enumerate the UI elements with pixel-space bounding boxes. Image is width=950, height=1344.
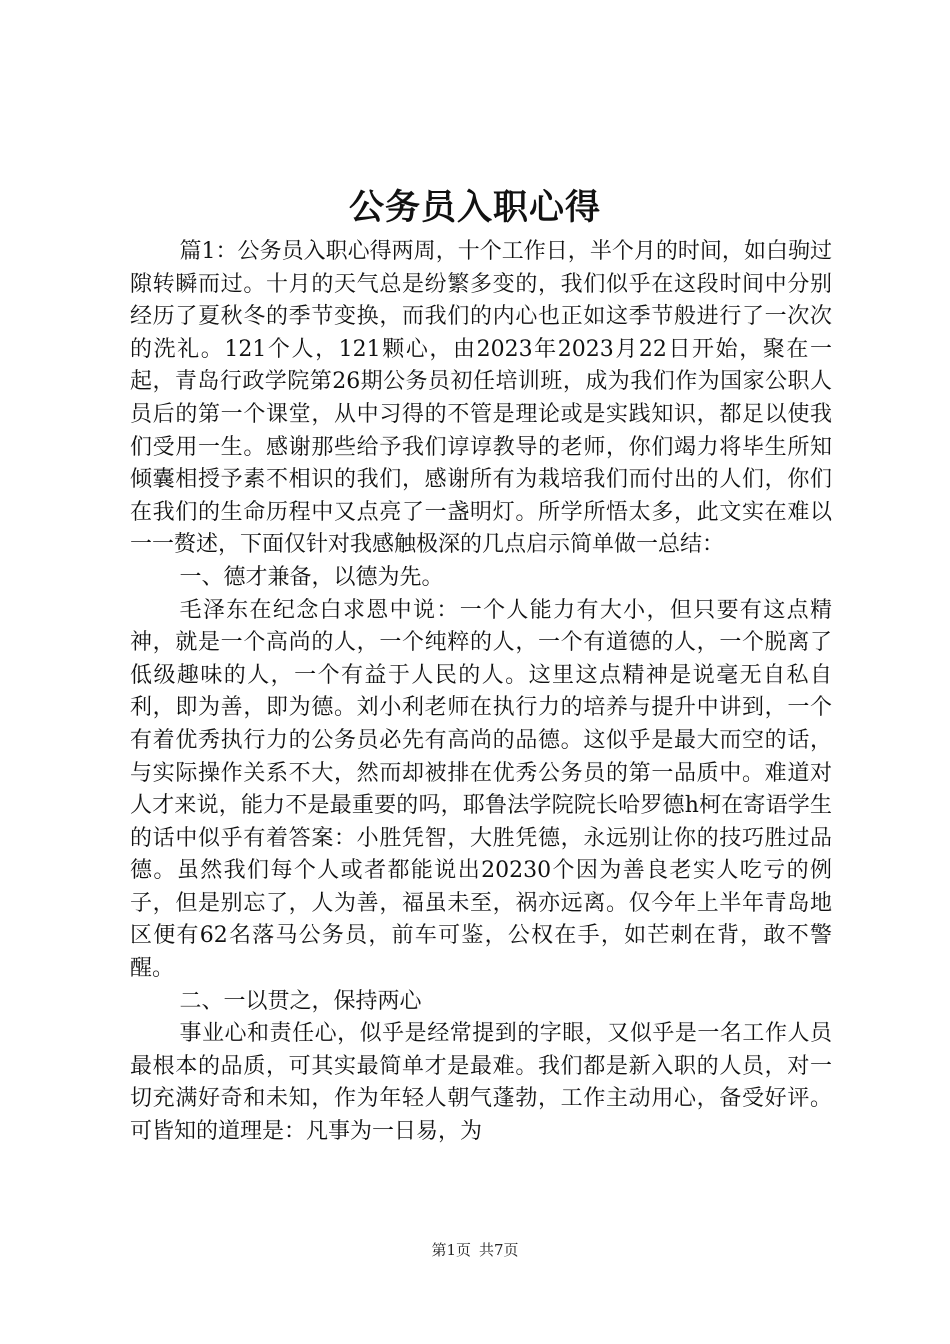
paragraph-intro: 篇1：公务员入职心得两周，十个工作日，半个月的时间，如白驹过隙转瞬而过。十月的天气总是纷繁多变的，我们似乎在这段时间中分别经历了夏秋冬的季节变换，而我们的内心也正如这季节般进行了一次次的洗礼。121个人，121颗心，由2023年2023月22日开始，聚在一起，青岛行政学院第26期公务员初任培训班，成为我们作为国家公职人员后的第一个课堂，从中习得的不管是理论或是实践知识，都足以使我们受用一生。感谢那些给予我们谆谆教导的老师，你们竭力将毕生所知倾囊相授予素不相识的我们，感谢所有为栽培我们而付出的人们，你们在我们的生命历程中又点亮了一盏明灯。所学所悟太多，此文实在难以一一赘述，下面仅针对我感触极深的几点启示简单做一总结： (130, 239, 832, 558)
paragraph-section-1: 毛泽东在纪念白求恩中说：一个人能力有大小，但只要有这点精神，就是一个高尚的人，一个纯粹的人，一个有道德的人，一个脱离了低级趣味的人，一个有益于人民的人。这里这点精神是说毫无自私自利，即为善，即为德。刘小利老师在执行力的培养与提升中讲到，一个有着优秀执行力的公务员必先有高尚的品德。这似乎是最大而空的话，与实际操作关系不大，然而却被排在优秀公务员的第一品质中。难道对人才来说，能力不是最重要的吗，耶鲁法学院院长哈罗德h柯在寄语学生的话中似乎有着答案：小胜凭智，大胜凭德，永远别让你的技巧胜过品德。虽然我们每个人或者都能说出20230个因为善良老实人吃亏的例子，但是别忘了，人为善，福虽未至，祸亦远离。仅今年上半年青岛地区便有62名落马公务员，前车可鉴，公权在手，如芒刺在背，敢不警醒。 (130, 597, 832, 982)
section-heading-2: 二、一以贯之，保持两心 (179, 988, 422, 1014)
page-title: 公务员入职心得 (348, 188, 601, 228)
page-footer (0, 1240, 950, 1260)
document-body (130, 236, 832, 1149)
page-total: 共7页 (479, 1241, 519, 1259)
paragraph-section-2: 事业心和责任心，似乎是经常提到的字眼，又似乎是一名工作人员最根本的品质，可其实最简单才是最难。我们都是新入职的人员，对一切充满好奇和未知，作为年轻人朝气蓬勃，工作主动用心，备受好评。可皆知的道理是：凡事为一日易，为 (130, 1021, 832, 1145)
section-heading-1: 一、德才兼备，以德为先。 (179, 564, 444, 590)
page-number: 第1页 (431, 1241, 471, 1259)
